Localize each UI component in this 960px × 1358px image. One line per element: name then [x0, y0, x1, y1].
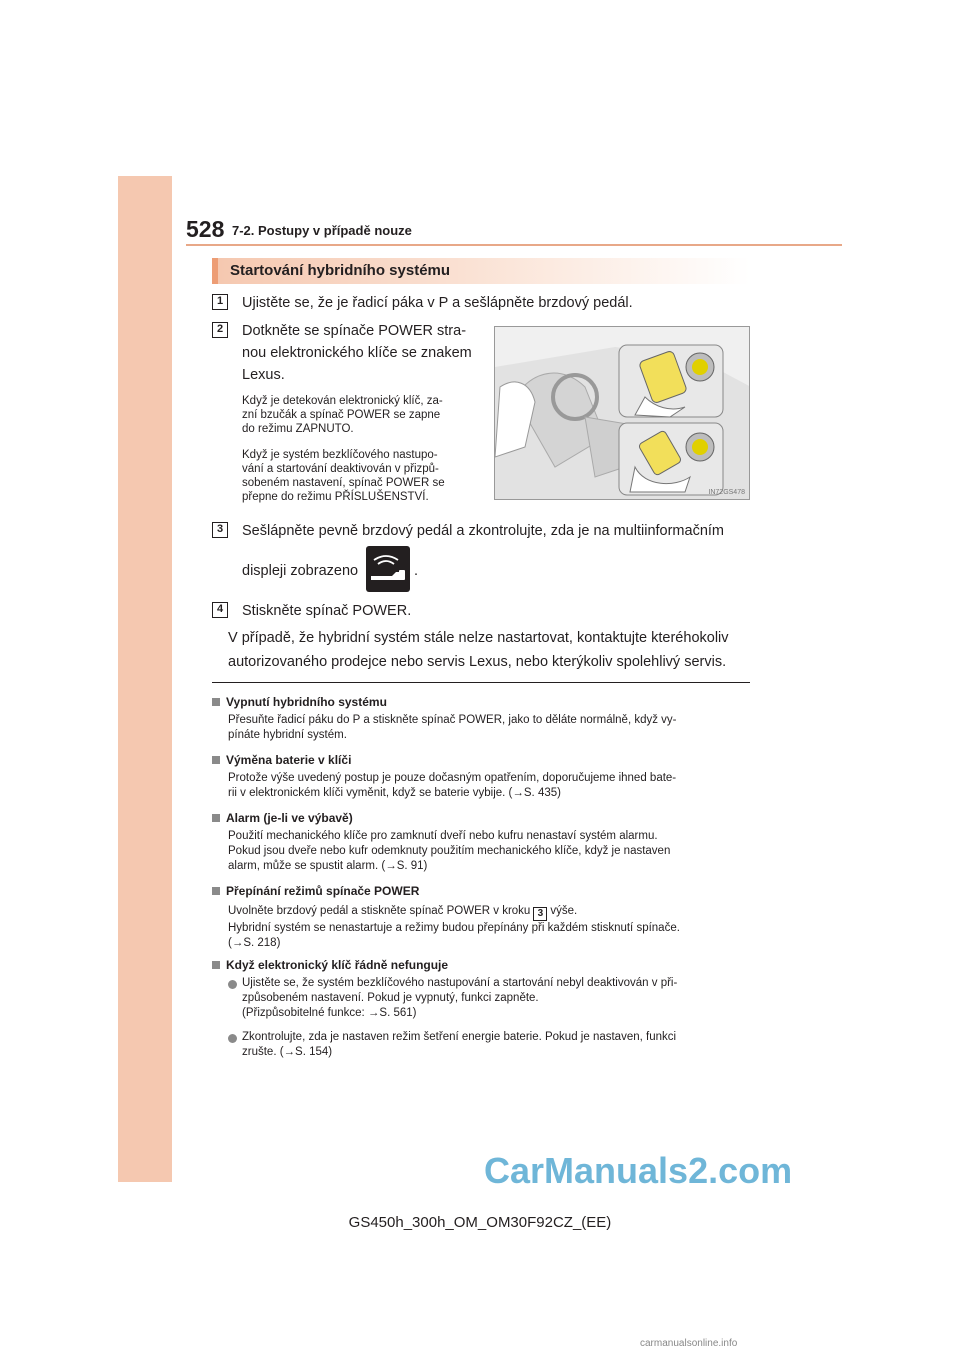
section-divider: [212, 682, 750, 683]
brake-indicator-icon: [366, 546, 410, 592]
bullet-line: Zkontrolujte, zda je nastaven režim šetření energie baterie. Pokud je nastaven, funkci: [242, 1031, 677, 1043]
note-line: sobeném nastavení, spínač POWER se: [242, 477, 445, 489]
section-title: Startování hybridního systému: [230, 262, 451, 279]
note-heading: [212, 811, 353, 825]
note-line-end: výše.: [550, 905, 578, 917]
note-body: [228, 713, 750, 743]
followup-line: autorizovaného prodejce nebo servis Lexus, nebo kterýkoliv spolehlivý servis.: [228, 654, 727, 670]
step-number-1: 1: [212, 294, 228, 310]
step-1-text: Ujistěte se, že je řadicí páka v P a sešlápněte brzdový pedál.: [242, 295, 633, 311]
bullet-line: zrušte. (→S. 154): [242, 1046, 333, 1058]
note-heading: [212, 884, 419, 898]
header-rule: [186, 244, 842, 246]
note-line: Když je systém bezklíčového nastupo-: [242, 449, 438, 461]
step-4-text: Stiskněte spínač POWER.: [242, 603, 412, 619]
note-line: [228, 904, 750, 921]
step-number-2: 2: [212, 322, 228, 338]
square-bullet-icon: [212, 756, 220, 764]
note-line: Pokud jsou dveře nebo kufr odemknuty použitím mechanického klíče, když je nastaven: [228, 845, 671, 857]
watermark-small: carmanualsonline.info: [640, 1338, 738, 1349]
illustration-code: IN72GS478: [708, 489, 745, 496]
step-3-line-1: Sešlápněte pevně brzdový pedál a zkontrolujte, zda je na multiinformačním: [242, 523, 724, 539]
bullet-line: Ujistěte se, že systém bezklíčového nastupování a startování nebyl deaktivován v při-: [242, 977, 678, 989]
bullet-line: (Přizpůsobitelné funkce: →S. 561): [242, 1007, 417, 1019]
illustration-drawing: [495, 327, 750, 500]
note-line: Když je detekován elektronický klíč, za-: [242, 395, 443, 407]
square-bullet-icon: [212, 961, 220, 969]
bullet-line: způsobeném nastavení. Pokud je vypnutý, funkci zapněte.: [242, 992, 539, 1004]
square-bullet-icon: [212, 887, 220, 895]
round-bullet-icon: [228, 1034, 237, 1043]
step-3-line-2-end: .: [414, 563, 419, 579]
note-line: do režimu ZAPNUTO.: [242, 423, 354, 435]
note-heading: [212, 753, 351, 767]
note-heading: [212, 695, 387, 709]
note-line: rii v elektronickém klíči vyměnit, když se baterie vybije. (→S. 435): [228, 787, 561, 799]
note-line: Protože výše uvedený postup je pouze dočasným opatřením, doporučujeme ihned bate-: [228, 772, 677, 784]
bullet-text: [242, 1030, 750, 1060]
step-2-line: nou elektronického klíče se znakem: [242, 345, 472, 361]
chapter-title: 7-2. Postupy v případě nouze: [232, 223, 412, 238]
page-number: 528: [186, 216, 225, 242]
note-line-start: Uvolněte brzdový pedál a stiskněte spínač POWER v kroku: [228, 905, 531, 917]
step-2-line: Dotkněte se spínače POWER stra-: [242, 323, 467, 339]
followup-line: V případě, že hybridní systém stále nelze nastartovat, kontaktujte kteréhokoliv: [228, 630, 729, 646]
inline-step-ref: 3: [533, 907, 547, 921]
note-title: Alarm (je-li ve výbavě): [226, 811, 353, 825]
step-2-line: Lexus.: [242, 367, 285, 383]
step-number-3: 3: [212, 522, 228, 538]
square-bullet-icon: [212, 698, 220, 706]
step-number-4: 4: [212, 602, 228, 618]
note-title: Vypnutí hybridního systému: [226, 695, 387, 709]
step-3-line-2: displeji zobrazeno: [242, 563, 359, 579]
note-title: Když elektronický klíč řádně nefunguje: [226, 958, 449, 972]
step-2-note-1: [242, 394, 480, 436]
watermark-logo: CarManuals2.com: [484, 1150, 793, 1191]
step-2-note-2: [242, 448, 480, 504]
chapter-sidebar: [118, 176, 172, 1182]
note-body: [228, 829, 750, 874]
note-line: Hybridní systém se nenastartuje a režimy budou přepínány při každém stisknutí spínače.: [228, 922, 680, 934]
note-line: (→S. 218): [228, 937, 281, 949]
note-line: vání a startování deaktivován v přizpů-: [242, 463, 439, 475]
note-line: alarm, může se spustit alarm. (→S. 91): [228, 860, 428, 872]
note-body: [228, 771, 750, 801]
note-body: [228, 904, 750, 951]
note-title: Výměna baterie v klíči: [226, 753, 352, 767]
round-bullet-icon: [228, 980, 237, 989]
page-footer: GS450h_300h_OM_OM30F92CZ_(EE): [348, 1214, 612, 1231]
note-heading: [212, 958, 448, 972]
note-line: pínáte hybridní systém.: [228, 729, 347, 741]
bullet-text: [242, 976, 750, 1021]
note-line: Přesuňte řadicí páku do P a stiskněte spínač POWER, jako to děláte normálně, když vy-: [228, 714, 677, 726]
step-followup: [228, 626, 750, 674]
section-header: [212, 258, 750, 284]
note-line: přepne do režimu PŘÍSLUŠENSTVÍ.: [242, 491, 429, 503]
brake-pedal-icon: [366, 546, 410, 592]
note-line: zní bzučák a spínač POWER se zapne: [242, 409, 441, 421]
note-title: Přepínání režimů spínače POWER: [226, 884, 420, 898]
square-bullet-icon: [212, 814, 220, 822]
car-interior-illustration: [494, 326, 750, 500]
step-2-text: [242, 320, 480, 386]
note-line: Použití mechanického klíče pro zamknutí dveří nebo kufru nenastaví systém alarmu.: [228, 830, 658, 842]
